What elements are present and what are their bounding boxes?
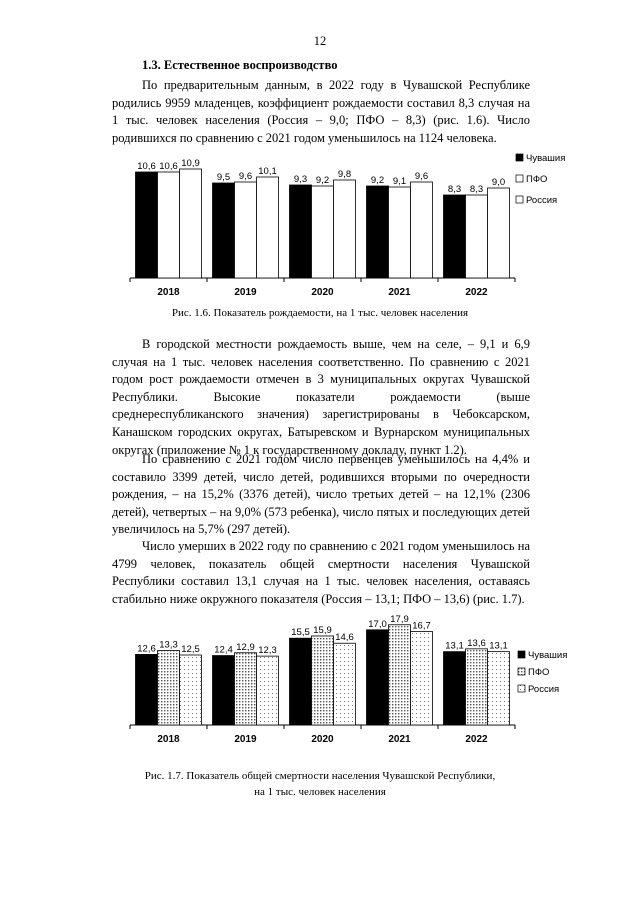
legend-label-чувашия: Чувашия — [526, 153, 566, 164]
data-label-россия-2022: 13,1 — [489, 640, 508, 652]
bar-чувашия-2020 — [290, 185, 312, 278]
data-label-россия-2019: 10,1 — [258, 166, 277, 177]
category-label-2019: 2019 — [234, 734, 257, 745]
bar-россия-2019 — [257, 656, 279, 725]
bar-чувашия-2021 — [367, 186, 389, 278]
data-label-россия-2019: 12,3 — [258, 645, 277, 657]
bar-чувашия-2018 — [136, 654, 158, 725]
data-label-россия-2021: 9,6 — [414, 171, 429, 182]
bar-россия-2018 — [180, 655, 202, 725]
data-label-россия-2022: 9,0 — [491, 177, 506, 188]
category-label-2020: 2020 — [311, 734, 334, 745]
data-label-россия-2018: 12,5 — [181, 644, 200, 655]
data-label-пфо-2019: 9,6 — [238, 171, 253, 182]
data-label-пфо-2022: 13,6 — [467, 637, 486, 649]
legend-label-пфо: ПФО — [528, 667, 550, 678]
bar-чувашия-2021 — [367, 630, 389, 725]
data-label-чувашия-2021: 17,0 — [368, 618, 387, 630]
data-label-россия-2021: 16,7 — [412, 620, 431, 632]
figure-caption-1-6: Рис. 1.6. Показатель рождаемости, на 1 тыс. человек населения — [171, 307, 469, 319]
data-label-чувашия-2019: 9,5 — [216, 172, 231, 183]
legend-swatch-россия — [516, 196, 523, 203]
mortality-rate-chart — [128, 605, 568, 755]
data-label-чувашия-2021: 9,2 — [370, 175, 385, 186]
legend-swatch-россия — [518, 685, 525, 692]
data-label-россия-2018: 10,9 — [181, 158, 200, 169]
bar-пфо-2021 — [389, 625, 411, 725]
category-label-2020: 2020 — [311, 287, 334, 298]
bar-пфо-2022 — [466, 195, 488, 278]
paragraph-mortality: Число умерших в 2022 году по сравнению с 2021 годом уменьшилось на 4799 человек, показатель общей смертности населения Чувашской Республики составил 13,1 случая на 1 тыс. человек населения, оставаясь стабильно ниже окружного показателя (Россия – 13,1; ПФО – 13,6) (рис. 1.7). — [112, 539, 530, 606]
section-title: 1.3. Естественное воспроизводство — [142, 58, 338, 72]
category-label-2018: 2018 — [157, 734, 180, 745]
legend-label-пфо: ПФО — [526, 174, 548, 185]
data-label-россия-2020: 14,6 — [335, 632, 354, 644]
legend-label-россия: Россия — [528, 684, 560, 695]
bar-россия-2021 — [411, 631, 433, 725]
legend-swatch-пфо — [516, 175, 523, 182]
bar-россия-2018 — [180, 169, 202, 278]
figure-caption-1-7-line1: Рис. 1.7. Показатель общей смертности населения Чувашской Республики, — [144, 770, 496, 782]
bar-россия-2022 — [488, 188, 510, 278]
legend-swatch-чувашия — [518, 651, 525, 658]
data-label-пфо-2020: 9,2 — [315, 175, 330, 186]
category-label-2022: 2022 — [465, 734, 488, 745]
data-label-пфо-2022: 8,3 — [469, 184, 484, 195]
data-label-чувашия-2018: 12,6 — [137, 643, 156, 655]
category-label-2022: 2022 — [465, 287, 488, 298]
bar-чувашия-2019 — [213, 183, 235, 278]
category-label-2021: 2021 — [388, 287, 411, 298]
bar-пфо-2020 — [312, 186, 334, 278]
legend-label-чувашия: Чувашия — [528, 650, 568, 661]
data-label-чувашия-2022: 8,3 — [447, 184, 462, 195]
birth-rate-chart — [128, 150, 566, 310]
bar-россия-2019 — [257, 177, 279, 278]
category-label-2021: 2021 — [388, 734, 411, 745]
data-label-пфо-2020: 15,9 — [313, 624, 332, 636]
bar-чувашия-2019 — [213, 656, 235, 725]
bar-пфо-2019 — [235, 182, 257, 278]
bar-пфо-2018 — [158, 651, 180, 725]
legend-swatch-чувашия — [516, 154, 523, 161]
bar-россия-2020 — [334, 180, 356, 278]
bar-россия-2021 — [411, 182, 433, 278]
data-label-пфо-2018: 13,3 — [159, 639, 178, 651]
legend-swatch-пфо — [518, 668, 525, 675]
bar-россия-2020 — [334, 643, 356, 725]
bar-чувашия-2018 — [136, 172, 158, 278]
bar-чувашия-2022 — [444, 652, 466, 725]
data-label-чувашия-2018: 10,6 — [137, 161, 156, 172]
page-number: 12 — [313, 34, 327, 48]
bar-пфо-2019 — [235, 653, 257, 725]
bar-пфо-2018 — [158, 172, 180, 278]
category-label-2018: 2018 — [157, 287, 180, 298]
legend-label-россия: Россия — [526, 195, 558, 206]
bar-пфо-2022 — [466, 649, 488, 725]
data-label-пфо-2019: 12,9 — [236, 641, 255, 653]
data-label-пфо-2018: 10,6 — [159, 161, 178, 172]
paragraph-birth-order: По сравнению с 2021 годом число первенцев уменьшилось на 4,4% и составило 3399 детей, число детей, родившихся вторыми по очередности рождения, – на 15,2% (3376 детей), число третьих детей – на 12,1% (2306 детей), четвертых – на 9,0% (573 ребенка), число пятых и последующих детей увеличилось на 5,7% (297 детей). — [112, 452, 530, 537]
bar-пфо-2020 — [312, 636, 334, 725]
bar-чувашия-2020 — [290, 638, 312, 725]
figure-caption-1-7-line2: на 1 тыс. человек населения — [254, 786, 386, 798]
data-label-пфо-2021: 17,9 — [390, 613, 409, 625]
paragraph-births: По предварительным данным, в 2022 году в Чувашской Республике родились 9959 младенцев, коэффициент рождаемости составил 8,3 случая на 1 тыс. человек населения (Россия – 9,0; ПФО – 8,3) (рис. 1.6). Число родившихся по сравнению с 2021 годом уменьшилось на 1124 человека. — [112, 78, 530, 145]
bar-чувашия-2022 — [444, 195, 466, 278]
data-label-чувашия-2020: 9,3 — [293, 174, 308, 185]
bar-пфо-2021 — [389, 187, 411, 278]
data-label-чувашия-2020: 15,5 — [291, 627, 310, 639]
category-label-2019: 2019 — [234, 287, 257, 298]
paragraph-urban-rural: В городской местности рождаемость выше, чем на селе, – 9,1 и 6,9 случая на 1 тыс. человек населения соответственно. По сравнению с 2021 годом рост рождаемости отмечен в 3 муниципальных округах Чувашской Республики. Высокие показатели рождаемости (выше среднереспубликанского значения) зарегистрированы в Чебоксарском, Канашском городских округах, Батыревском и Вурнарском муниципальных округах (приложение № 1 к государственному докладу, пункт 1.2). — [112, 337, 530, 457]
data-label-чувашия-2019: 12,4 — [214, 644, 233, 656]
bar-россия-2022 — [488, 652, 510, 725]
data-label-россия-2020: 9,8 — [337, 169, 352, 180]
data-label-пфо-2021: 9,1 — [392, 176, 407, 187]
data-label-чувашия-2022: 13,1 — [445, 640, 464, 652]
